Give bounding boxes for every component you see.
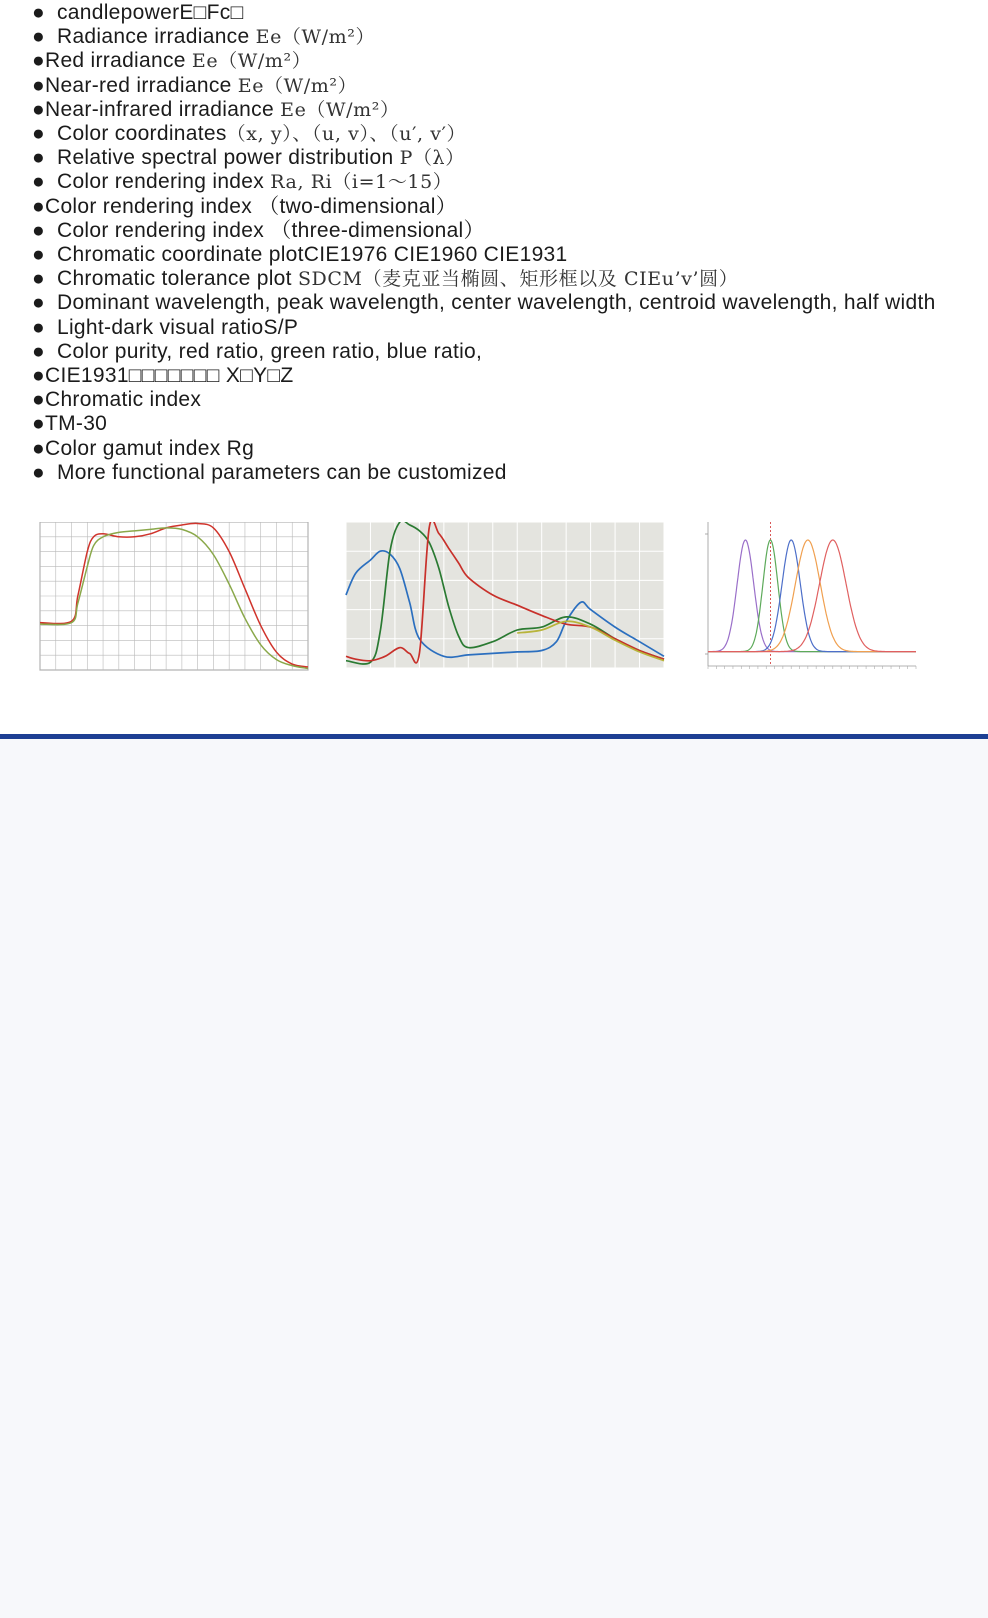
parameter-item	[32, 388, 962, 412]
parameter-label: Relative spectral power distribution	[56, 146, 400, 170]
parameter-label: Near-infrared irradiance	[44, 97, 281, 121]
chart-row	[0, 522, 988, 712]
bullet-icon: ●	[32, 218, 45, 242]
section-divider	[0, 734, 988, 739]
parameter-unit: Ee（W/m²）	[237, 74, 358, 97]
parameter-item	[32, 74, 962, 98]
spectral-distribution-chart	[328, 522, 700, 712]
parameter-unit: Ee（W/m²）	[255, 26, 376, 49]
parameter-item	[32, 412, 962, 436]
bullet-icon: ●	[32, 364, 45, 388]
near-infrared-chart	[704, 522, 980, 712]
series-line	[708, 540, 916, 652]
bullet-icon: ●	[32, 194, 45, 218]
parameter-unit: Ee（W/m²）	[280, 98, 400, 121]
parameter-label: Chromatic tolerance plot	[56, 267, 298, 291]
bullet-icon: ●	[32, 436, 45, 460]
parameter-list	[32, 1, 962, 485]
series-line	[708, 540, 916, 652]
parameter-item	[32, 195, 962, 219]
parameter-label: Red irradiance	[44, 49, 192, 73]
spec-sheet-panel	[0, 0, 988, 734]
parameter-item	[32, 170, 962, 194]
parameter-label: Chromatic index	[44, 388, 202, 412]
parameter-label: Color purity, red ratio, green ratio, blue ratio,	[56, 339, 483, 363]
bullet-icon: ●	[32, 339, 45, 363]
parameter-item	[32, 98, 962, 122]
parameter-label: More functional parameters can be customized	[56, 460, 507, 484]
parameter-item	[32, 437, 962, 461]
bullet-icon: ●	[32, 315, 45, 339]
bullet-icon: ●	[32, 1, 45, 24]
bullet-icon: ●	[32, 25, 45, 49]
parameter-label: Color gamut index Rg	[44, 436, 255, 460]
parameter-unit: Ee（W/m²）	[191, 50, 312, 73]
parameter-label: Radiance irradiance	[56, 25, 256, 49]
series-line	[708, 540, 916, 652]
bullet-icon: ●	[32, 412, 45, 436]
parameter-unit: SDCM（麦克亚当椭圆、矩形框以及 CIEu’v’圆）	[297, 268, 739, 291]
parameter-item	[32, 340, 962, 364]
bullet-icon: ●	[32, 291, 45, 315]
parameter-item	[32, 461, 962, 485]
bullet-icon: ●	[32, 146, 45, 170]
transmittance-chart	[22, 522, 322, 712]
parameter-item	[32, 267, 962, 291]
parameter-label: Color rendering index （three-dimensional）	[56, 218, 485, 242]
parameter-item	[32, 219, 962, 243]
series-line	[708, 540, 916, 652]
parameter-label: Color rendering index （two-dimensional）	[44, 194, 458, 218]
plot-area	[346, 522, 664, 668]
bullet-icon: ●	[32, 97, 45, 121]
parameter-label: candlepowerE□Fc□	[56, 1, 244, 24]
parameter-item	[32, 364, 962, 388]
parameter-unit: Ra, Ri（i=1～15）	[270, 171, 453, 194]
bullet-icon: ●	[32, 267, 45, 291]
parameter-label: TM-30	[44, 412, 108, 436]
parameter-label: Light-dark visual ratioS/P	[56, 315, 299, 339]
parameter-item	[32, 49, 962, 73]
parameter-unit: P（λ）	[399, 147, 465, 170]
parameter-item	[32, 316, 962, 340]
parameter-item	[32, 146, 962, 170]
bullet-icon: ●	[32, 73, 45, 97]
parameter-item	[32, 1, 962, 25]
parameter-unit: （x, y）、（u, v）、（u′, v′）	[226, 123, 467, 146]
parameter-item	[32, 25, 962, 49]
series-line	[708, 540, 916, 652]
parameter-item	[32, 122, 962, 146]
bullet-icon: ●	[32, 243, 45, 267]
parameter-label: Color coordinates	[56, 122, 227, 146]
bullet-icon: ●	[32, 122, 45, 146]
parameter-item	[32, 243, 962, 267]
bullet-icon: ●	[32, 170, 45, 194]
parameter-label: Chromatic coordinate plotCIE1976 CIE1960 CIE1931	[56, 243, 568, 267]
parameter-label: Near-red irradiance	[44, 73, 238, 97]
parameter-item	[32, 291, 962, 315]
bullet-icon: ●	[32, 460, 45, 484]
parameter-label: CIE1931□□□□□□□ X□Y□Z	[44, 364, 294, 388]
bullet-icon: ●	[32, 388, 45, 412]
bullet-icon: ●	[32, 49, 45, 73]
parameter-label: Color rendering index	[56, 170, 271, 194]
parameter-label: Dominant wavelength, peak wavelength, center wavelength, centroid wavelength, half width	[56, 291, 936, 315]
